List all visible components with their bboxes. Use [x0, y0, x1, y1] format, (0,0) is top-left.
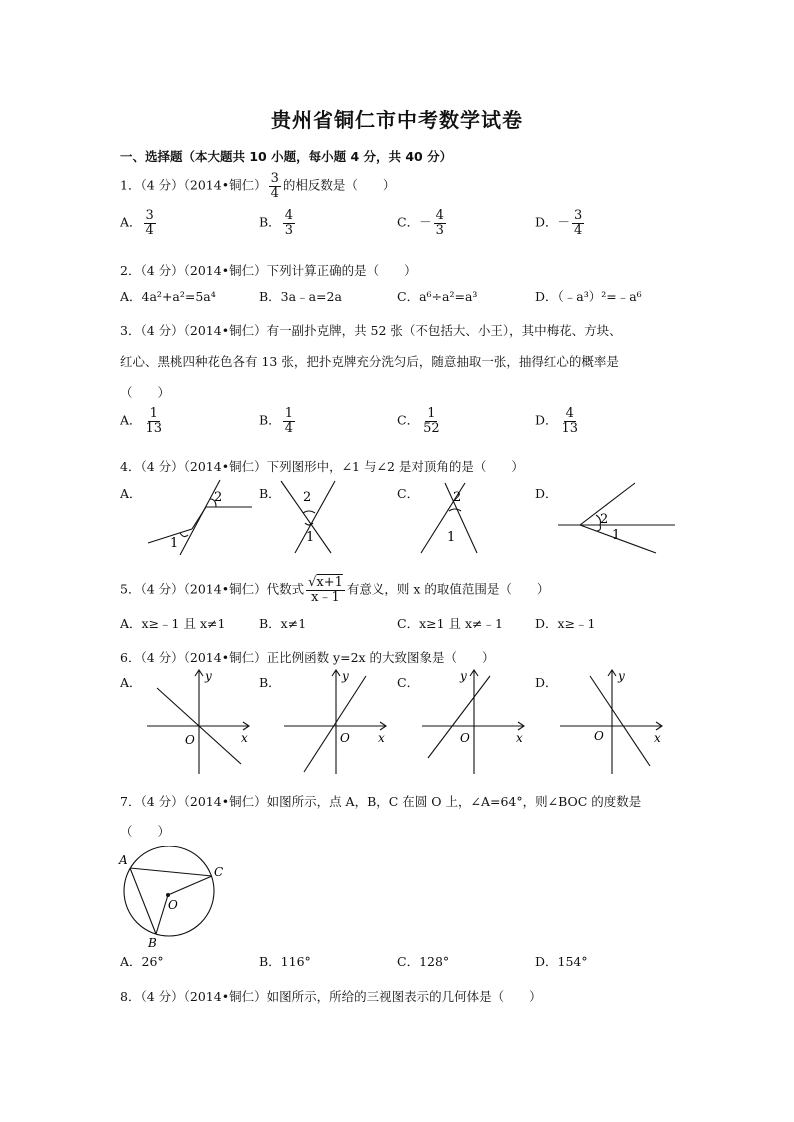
q2-option-a[interactable]: A．4a²+a²=5a⁴ — [120, 289, 216, 304]
svg-text:A: A — [119, 853, 128, 867]
question-3-line-1: 3．（4 分）（2014•铜仁）有一副扑克牌，共 52 张（不包括大、小王），其中梅花、方块、 — [120, 323, 622, 338]
q7-option-a[interactable]: A．26° — [120, 954, 164, 969]
q6-graph-a — [145, 666, 255, 776]
svg-text:B: B — [148, 936, 157, 950]
question-1-fraction: $\frac{3}{4}$ — [270, 171, 279, 201]
svg-text:C: C — [214, 865, 224, 879]
question-5-expression: $\frac{√x+1}{x﹣1}$ — [308, 575, 343, 605]
svg-text:y: y — [460, 669, 467, 683]
q6-option-c[interactable]: C． — [397, 675, 420, 690]
svg-text:O: O — [185, 733, 195, 747]
q4-figure-c — [415, 475, 485, 560]
question-3-line-3: （ ） — [120, 385, 171, 400]
question-6: 6．（4 分）（2014•铜仁）正比例函数 y=2x 的大致图象是（ ） — [120, 650, 495, 665]
q5-option-b[interactable]: B．x≠1 — [259, 616, 307, 631]
q7-circle-figure — [112, 846, 232, 950]
sqrt-symbol: √ — [308, 575, 317, 590]
angle-1-label: 1 — [447, 530, 456, 545]
question-7-line-2: （ ） — [120, 824, 171, 839]
question-8: 8．（4 分）（2014•铜仁）如图所示，所给的三视图表示的几何体是（ ） — [120, 989, 542, 1004]
q4-figure-a — [140, 475, 260, 560]
q3-option-d[interactable]: D． $\frac{4}{13}$ — [535, 406, 579, 436]
q1-option-d[interactable]: D．－ $\frac{3}{4}$ — [535, 208, 583, 238]
question-7-line-1: 7．（4 分）（2014•铜仁）如图所示，点 A，B，C 在圆 O 上，∠A=64°，则∠BOC 的度数是 — [120, 794, 642, 809]
angle-1-label: 1 — [170, 536, 179, 551]
question-1 — [120, 172, 395, 200]
svg-text:O: O — [340, 731, 350, 745]
q6-graph-d — [558, 666, 668, 776]
svg-text:O: O — [460, 731, 470, 745]
angle-1-label: 1 — [306, 530, 315, 545]
angle-2-label: 2 — [303, 490, 312, 505]
question-5 — [120, 576, 549, 604]
q4-option-c[interactable]: C． — [397, 486, 420, 501]
q3-option-b[interactable]: B． $\frac{1}{4}$ — [259, 406, 293, 436]
q1-option-a[interactable]: A． $\frac{3}{4}$ — [120, 208, 154, 238]
angle-1-label: 1 — [612, 528, 621, 543]
q4-figure-b — [275, 475, 345, 560]
q6-option-b[interactable]: B． — [259, 675, 281, 690]
q2-option-d[interactable]: D．（﹣a³）²=﹣a⁶ — [535, 289, 642, 304]
svg-text:y: y — [342, 669, 349, 683]
svg-text:y: y — [618, 669, 625, 683]
q6-graph-b — [282, 666, 392, 776]
question-1-prefix: 1．（4 分）（2014•铜仁） — [120, 177, 267, 193]
q6-option-a[interactable]: A． — [120, 675, 142, 690]
q3-option-a[interactable]: A． $\frac{1}{13}$ — [120, 406, 163, 436]
q7-option-b[interactable]: B．116° — [259, 954, 311, 969]
q2-option-b[interactable]: B．3a﹣a=2a — [259, 289, 342, 304]
q5-option-c[interactable]: C．x≥1 且 x≠﹣1 — [397, 616, 503, 631]
svg-text:O: O — [168, 898, 178, 912]
svg-text:x: x — [378, 731, 385, 745]
question-2: 2．（4 分）（2014•铜仁）下列计算正确的是（ ） — [120, 263, 417, 278]
q5-option-d[interactable]: D．x≥﹣1 — [535, 616, 596, 631]
question-3-line-2: 红心、黑桃四种花色各有 13 张，把扑克牌充分洗匀后，随意抽取一张，抽得红心的概率是 — [120, 354, 619, 369]
question-4: 4．（4 分）（2014•铜仁）下列图形中，∠1 与∠2 是对顶角的是（ ） — [120, 459, 524, 474]
q7-option-c[interactable]: C．128° — [397, 954, 450, 969]
q1-option-b[interactable]: B． $\frac{4}{3}$ — [259, 208, 293, 238]
q7-option-d[interactable]: D．154° — [535, 954, 588, 969]
svg-text:x: x — [654, 731, 661, 745]
page-title: 贵州省铜仁市中考数学试卷 — [271, 108, 523, 132]
section-heading: 一、选择题（本大题共 10 小题，每小题 4 分，共 40 分） — [120, 149, 453, 164]
q4-option-b[interactable]: B． — [259, 486, 281, 501]
question-1-suffix: 的相反数是（ ） — [282, 177, 396, 193]
q6-option-d[interactable]: D． — [535, 675, 558, 690]
q3-option-c[interactable]: C． $\frac{1}{52}$ — [397, 406, 440, 436]
angle-2-label: 2 — [214, 490, 223, 505]
q6-graph-c — [420, 666, 530, 776]
q4-figure-d — [550, 475, 680, 560]
svg-text:x: x — [241, 731, 248, 745]
svg-text:y: y — [205, 669, 212, 683]
q4-option-a[interactable]: A． — [120, 486, 142, 501]
svg-text:O: O — [594, 729, 604, 743]
q2-option-c[interactable]: C．a⁶÷a²=a³ — [397, 289, 478, 304]
q1-option-c[interactable]: C．－ $\frac{4}{3}$ — [397, 208, 444, 238]
question-5-prefix: 5．（4 分）（2014•铜仁）代数式 — [120, 581, 305, 597]
angle-2-label: 2 — [453, 490, 462, 505]
q4-option-d[interactable]: D． — [535, 486, 558, 501]
question-5-suffix: 有意义，则 x 的取值范围是（ ） — [346, 581, 550, 597]
angle-2-label: 2 — [600, 512, 609, 527]
svg-text:x: x — [516, 731, 523, 745]
q5-option-a[interactable]: A．x≥﹣1 且 x≠1 — [120, 616, 226, 631]
